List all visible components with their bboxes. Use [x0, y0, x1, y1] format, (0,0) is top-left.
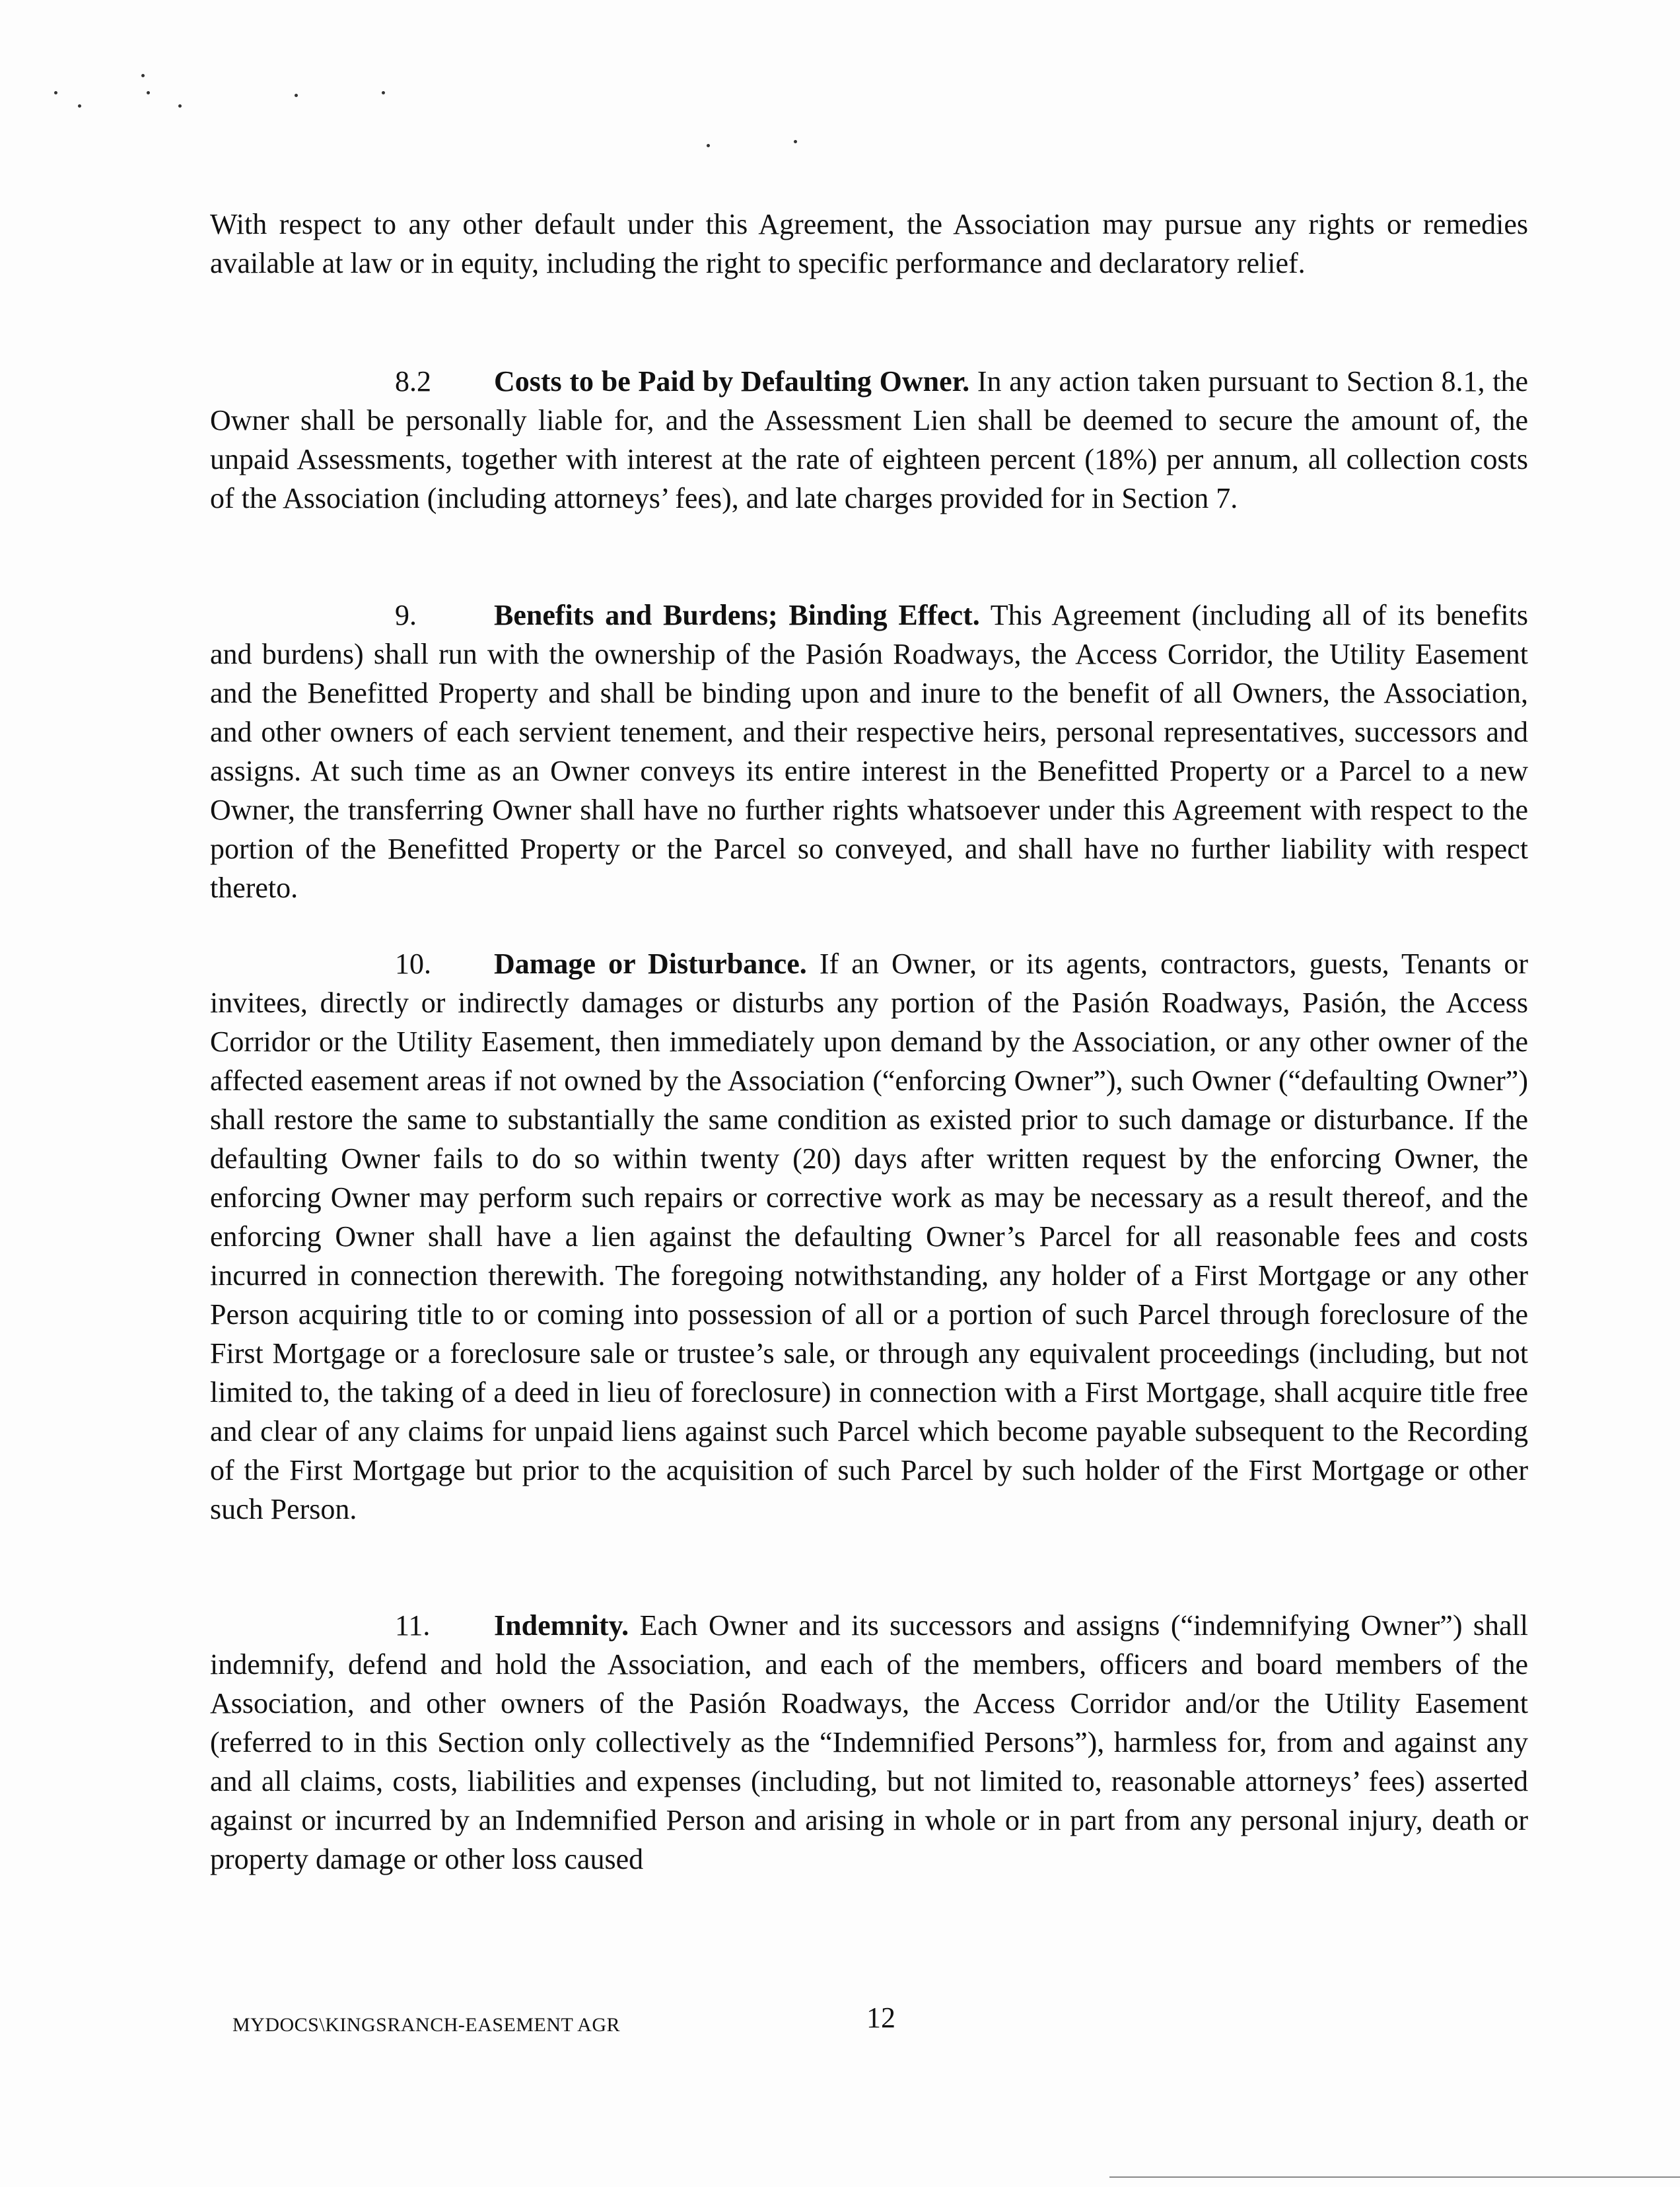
section-body: If an Owner, or its agents, contractors, guests, Tenants or invitees, directly or indirectly damages or disturbs any portion of the Pasión Roadways, Pasión, the Access Corridor or the Utility Easement, then immediately upon demand by the Association, or any other owner of the affected easement areas if not owned by the Association (“enforcing Owner”), such Owner (“defaulting Owner”) shall restore the same to substantially the same condition as existed prior to such damage or disturbance. If the defaulting Owner fails to do so within twenty (20) days after written request by the enforcing Owner, the enforcing Owner may perform such repairs or corrective work as may be necessary as a result thereof, and the enforcing Owner shall have a lien against the defaulting Owner’s Parcel for all reasonable fees and costs incurred in connection therewith. The foregoing notwithstanding, any holder of a First Mortgage or any other Person acquiring title to or coming into possession of all or a portion of such Parcel through foreclosure of the First Mortgage or a foreclosure sale or trustee’s sale, or through any equivalent proceedings (including, but not limited to, the taking of a deed in lieu of foreclosure) in connection with a First Mortgage, shall acquire title free and clear of any claims for unpaid liens against such Parcel which become payable subsequent to the Recording of the First Mortgage but prior to the acquisition of such Parcel by such holder of the First Mortgage or other such Person. — [210, 948, 1529, 1525]
scan-speck — [78, 104, 81, 108]
scan-speck — [141, 74, 145, 77]
scan-speck — [147, 91, 150, 94]
intro-paragraph-block — [210, 205, 1528, 283]
section-paragraph — [210, 944, 1528, 1529]
section-8-2 — [210, 362, 1528, 518]
scan-speck — [54, 91, 57, 94]
section-body: In any action taken pursuant to Section 8.1, the Owner shall be personally liable for, and the Assessment Lien shall be deemed to secure the amount of, the unpaid Assessments, together with interest at the rate of eighteen percent (18%) per annum, all collection costs of the Association (including attorneys’ fees), and late charges provided for in Section 7. — [210, 365, 1529, 514]
section-paragraph — [210, 1606, 1528, 1879]
section-heading: Benefits and Burdens; Binding Effect. — [494, 599, 980, 631]
section-paragraph — [210, 362, 1528, 518]
section-body: This Agreement (including all of its benefits and burdens) shall run with the ownership of the Pasión Roadways, the Access Corridor, the Utility Easement and the Benefitted Property and shall be binding upon and inure to the benefit of all Owners, the Association, and other owners of each servient tenement, and their respective heirs, personal representatives, successors and assigns. At such time as an Owner conveys its entire interest in the Benefitted Property or a Parcel to a new Owner, the transferring Owner shall have no further rights whatsoever under this Agreement with respect to the portion of the Benefitted Property or the Parcel so conveyed, and shall have no further liability with respect thereto. — [210, 599, 1528, 904]
footer-document-path: MYDOCS\KINGSRANCH-EASEMENT AGR — [232, 2014, 621, 2036]
scan-speck — [295, 94, 298, 97]
section-heading: Costs to be Paid by Defaulting Owner. — [494, 365, 970, 398]
section-heading: Damage or Disturbance. — [494, 948, 807, 980]
section-9 — [210, 596, 1528, 907]
section-number: 8.2 — [395, 365, 431, 398]
scan-speck — [794, 140, 797, 143]
section-11 — [210, 1606, 1528, 1879]
section-number: 10. — [395, 948, 431, 980]
section-paragraph — [210, 596, 1528, 907]
section-10 — [210, 944, 1528, 1529]
intro-paragraph: With respect to any other default under this Agreement, the Association may pursue any rights or remedies available at law or in equity, including the right to specific performance and declaratory relief. — [210, 208, 1528, 279]
scan-edge-line — [1109, 2176, 1680, 2178]
scan-speck — [707, 144, 710, 147]
section-heading: Indemnity. — [494, 1609, 629, 1642]
page-number: 12 — [866, 2001, 895, 2034]
section-number: 9. — [395, 599, 417, 631]
scan-speck — [382, 91, 385, 94]
section-number: 11. — [395, 1609, 431, 1642]
section-body: Each Owner and its successors and assigns (“indemnifying Owner”) shall indemnify, defend and hold the Association, and each of the members, officers and board members of the Association, and other owners of the Pasión Roadways, the Access Corridor and/or the Utility Easement (referred to in this Section only collectively as the “Indemnified Persons”), harmless for, from and against any and all claims, costs, liabilities and expenses (including, but not limited to, reasonable attorneys’ fees) asserted against or incurred by an Indemnified Person and arising in whole or in part from any personal injury, death or property damage or other loss caused — [210, 1609, 1529, 1875]
scan-speck — [178, 104, 182, 108]
